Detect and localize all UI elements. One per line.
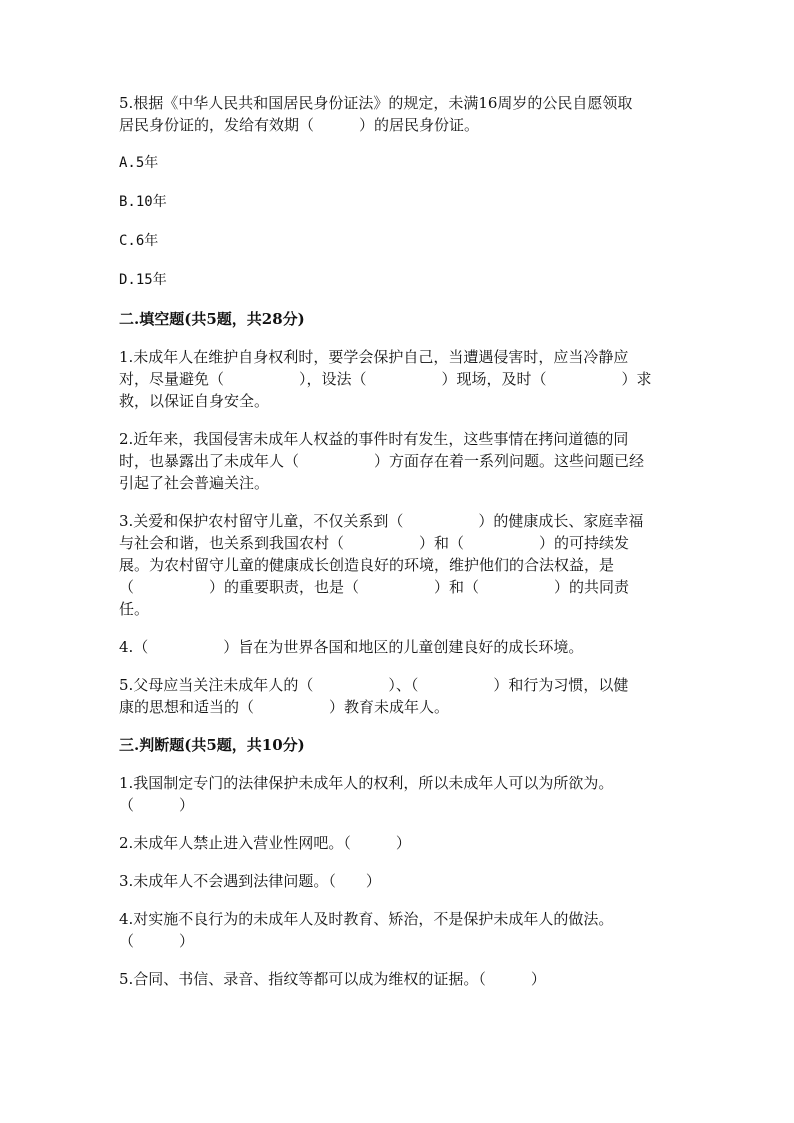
exam-page [119,92,679,1006]
section-judge-title: 三.判断题(共5题，共10分) [119,736,305,754]
fill-question-5: 5.父母应当关注未成年人的（ ）、（ ）和行为习惯，以健 康的思想和适当的（ ）教育未成年人。 [119,676,629,716]
fill-question-1: 1.未成年人在维护自身权利时，要学会保护自己，当遭遇侵害时，应当冷静应 对，尽量避免（ ），设法（ ）现场，及时（ ）求 救，以保证自身安全。 [119,348,652,410]
mc-question-5: 5.根据《中华人民共和国居民身份证法》的规定，未满16周岁的公民自愿领取 居民身份证的，发给有效期（ ）的居民身份证。 [119,94,633,134]
fill-question-2: 2.近年来，我国侵害未成年人权益的事件时有发生，这些事情在拷问道德的同 时，也暴露出了未成年人（ ）方面存在着一系列问题。这些问题已经 引起了社会普遍关注。 [119,430,645,492]
section-fill-title: 二.填空题(共5题，共28分) [119,310,305,328]
fill-question-3: 3.关爱和保护农村留守儿童，不仅关系到（ ）的健康成长、家庭幸福 与社会和谐，也关系到我国农村（ ）和（ ）的可持续发 展。为农村留守儿童的健康成长创造良好的环境，维护他们的合法权益，是 （ ）的重要职责，也是（ ）和（ ）的共同责 任。 [119,512,644,618]
option-d: D.15年 [119,272,167,288]
option-b: B.10年 [119,194,167,210]
judge-question-4: 4.对实施不良行为的未成年人及时教育、矫治，不是保护未成年人的做法。 （ ） [119,910,614,950]
judge-question-1: 1.我国制定专门的法律保护未成年人的权利，所以未成年人可以为所欲为。 （ ） [119,774,614,814]
fill-question-4: 4.（ ）旨在为世界各国和地区的儿童创建良好的成长环境。 [119,638,584,656]
option-a: A.5年 [119,155,159,171]
option-c: C.6年 [119,233,159,249]
judge-question-3: 3.未成年人不会遇到法律问题。（ ） [119,872,381,890]
judge-question-2: 2.未成年人禁止进入营业性网吧。（ ） [119,834,411,852]
judge-question-5: 5.合同、书信、录音、指纹等都可以成为维权的证据。（ ） [119,970,546,988]
